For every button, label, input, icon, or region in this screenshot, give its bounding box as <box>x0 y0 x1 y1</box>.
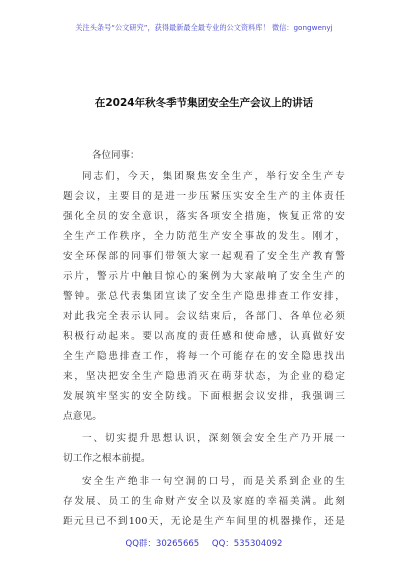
paragraph-line: 安全生产绝非一句空洞的口号，而是关系到企业的生 <box>82 476 345 487</box>
paragraph-line: 切工作之根本前提。 <box>63 453 151 464</box>
paragraph-line: 强化全员的安全意识，落实各项安全措施，恢复正常的安 <box>63 211 345 222</box>
footer-qq: QQ：535304092 <box>211 539 283 549</box>
paragraph-line: 示片，警示片中触目惊心的案例为大家敲响了安全生产的 <box>63 271 345 282</box>
paragraph-line: 存发展、员工的生命财产安全以及家庭的幸福美满。此刻 <box>63 496 345 507</box>
paragraph-intro <box>63 167 345 427</box>
paragraph-line: 点意见。 <box>63 411 102 422</box>
footer-qq-group: QQ群：30265665 <box>125 539 200 549</box>
paragraph-line: 安全环保部的同事们带领大家一起观看了安全生产教育警 <box>63 251 345 262</box>
paragraph-line: 对此我完全表示认同。会议结束后，各部门、各单位必须 <box>63 311 345 322</box>
paragraph-line: 警钟。张总代表集团宣读了安全生产隐患排查工作安排， <box>63 291 345 302</box>
paragraph-line: 积极行动起来。要以高度的责任感和使命感，认真做好安 <box>63 331 345 342</box>
header-promo-note: 关注头条号“公文研究”，获得最新最全最专业的公文资料库！ 微信：gongwenyj <box>75 23 333 32</box>
salutation: 各位同事： <box>92 150 140 161</box>
document-title: 在2024年秋冬季节集团安全生产会议上的讲话 <box>94 97 314 109</box>
paragraph-line: 题会议，主要目的是进一步压紧压实安全生产的主体责任 <box>63 191 345 202</box>
paragraph-line: 一、切实提升思想认识，深刻领会安全生产乃开展一 <box>82 433 345 444</box>
paragraph-line: 全生产工作秩序，全力防范生产安全事故的发生。刚才， <box>63 231 345 242</box>
paragraph-line: 全生产隐患排查工作，将每一个可能存在的安全隐患找出 <box>63 351 345 362</box>
paragraph-line: 距元旦已不到100天，无论是生产车间里的机器操作，还是 <box>63 516 345 527</box>
footer-contact <box>0 537 408 549</box>
paragraph-body <box>63 472 345 532</box>
paragraph-line: 来，坚决把安全生产隐患消灭在萌芽状态，为企业的稳定 <box>63 371 345 382</box>
paragraph-line: 发展筑牢坚实的安全防线。下面根据会议安排，我强调三 <box>63 391 345 402</box>
section-heading-one <box>63 429 345 469</box>
paragraph-line: 同志们，今天，集团聚焦安全生产，举行安全生产专 <box>82 171 345 182</box>
